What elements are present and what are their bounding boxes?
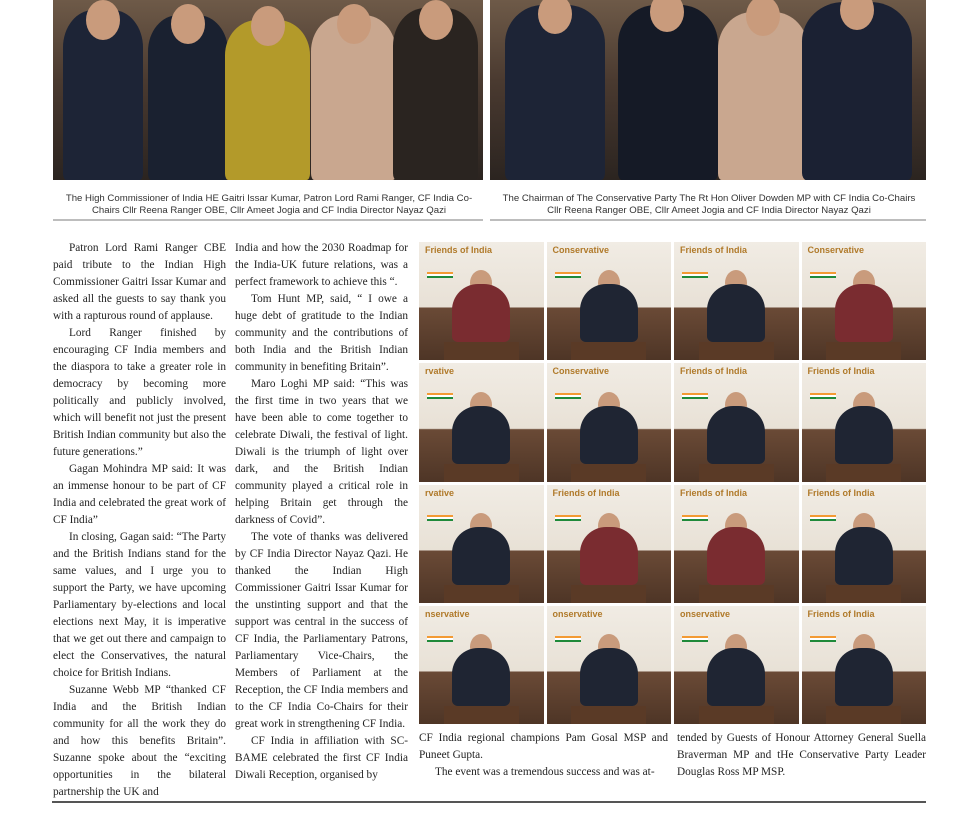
speaker-photo: Friends of India xyxy=(802,363,927,481)
paragraph: The vote of thanks was delivered by CF India Director Nayaz Qazi. He thanked the Indian High Commissioner Gaitri Issar Kumar for the unstinting support and that the support was central in the success of CF India, the Parliamentary Patrons, Parliamentary Vice-Chairs, the Members of Parliament at the Reception, the CF India members and to the CF India Co-Chairs for their great work in strengthening CF India. xyxy=(235,531,408,730)
paragraph: CF India in affiliation with SC-BAME celebrated the first CF India Diwali Reception, organised by xyxy=(235,735,408,781)
paragraph: Patron Lord Rami Ranger CBE paid tribute to the Indian High Commissioner Gaitri Issar Kumar and asked all the guests to say thank you with a rapturous round of applause. xyxy=(53,242,226,322)
paragraph: Suzanne Webb MP “thanked CF India and the British Indian community for all the work they do and how this benefits Britain”. Suzanne spoke about the “exciting opportunities in the bilateral partnership the UK and xyxy=(53,684,226,798)
speaker-photo: Conservative xyxy=(547,242,672,360)
caption-rule-left xyxy=(53,219,483,221)
speaker-photo: rvative xyxy=(419,363,544,481)
group-photo-high-commissioner xyxy=(53,0,483,180)
paragraph: tended by Guests of Honour Attorney General Suella Braverman MP and tHe Conservative Party Leader Douglas Ross MP MSP. xyxy=(677,732,926,778)
article-column-3 xyxy=(419,730,668,781)
paragraph: The event was a tremendous success and was at- xyxy=(435,766,655,778)
group-photo-party-chairman xyxy=(490,0,926,180)
speaker-photo: Conservative xyxy=(802,242,927,360)
photo-caption-right: The Chairman of The Conservative Party The Rt Hon Oliver Dowden MP with CF India Co-Chairs Cllr Reena Ranger OBE, Cllr Ameet Jogia and CF India Director Nayaz Qazi xyxy=(502,193,916,216)
speaker-photo: Friends of India xyxy=(419,242,544,360)
speaker-photo: nservative xyxy=(419,606,544,724)
paragraph: India and how the 2030 Roadmap for the India-UK future relations, was a perfect framework to achieve this “. xyxy=(235,242,408,288)
page-bottom-rule xyxy=(52,801,926,803)
speakers-photo-collage xyxy=(419,242,926,724)
article-column-2 xyxy=(235,240,408,784)
speaker-photo: Friends of India xyxy=(674,485,799,603)
paragraph: In closing, Gagan said: “The Party and the British Indians stand for the same values, and I urge you to support the Party, we have upcoming Parliamentary by-elections and local elections next May, it is imperative that we get out there and campaign to elect the Conservatives, the natural choice for British Indians. xyxy=(53,531,226,679)
speaker-photo: Friends of India xyxy=(674,363,799,481)
paragraph: Tom Hunt MP, said, “ I owe a huge debt of gratitude to the Indian community and the contributions of both India and the British Indian community in benefiting Britain”. xyxy=(235,293,408,373)
photo-caption-left: The High Commissioner of India HE Gaitri Issar Kumar, Patron Lord Rami Ranger, CF India Co-Chairs Cllr Reena Ranger OBE, Cllr Ameet Jogia and CF India Director Nayaz Qazi xyxy=(65,193,473,216)
paragraph: CF India regional champions Pam Gosal MSP and Puneet Gupta. xyxy=(419,732,668,761)
speaker-photo: onservative xyxy=(547,606,672,724)
article-column-1 xyxy=(53,240,226,801)
paragraph: Gagan Mohindra MP said: It was an immense honour to be part of CF India and celebrated the great work of CF India” xyxy=(53,463,226,526)
speaker-photo: Friends of India xyxy=(802,485,927,603)
speaker-photo: Friends of India xyxy=(674,242,799,360)
article-column-4 xyxy=(677,730,926,781)
speaker-photo: Friends of India xyxy=(547,485,672,603)
speaker-photo: onservative xyxy=(674,606,799,724)
paragraph: Lord Ranger finished by encouraging CF India members and the diaspora to take a greater role in democracy by becoming more politically and publicly involved, which will benefit not just the present British Indian community but also the future generations.” xyxy=(53,327,226,458)
speaker-photo: Conservative xyxy=(547,363,672,481)
speaker-photo: Friends of India xyxy=(802,606,927,724)
speaker-photo: rvative xyxy=(419,485,544,603)
paragraph: Maro Loghi MP said: “This was the first time in two years that we have been able to come together to celebrate Diwali, the festival of light. Diwali is the triumph of light over dark, and the British Indian community played a critical role in helping Britain get through the darkness of Covid”. xyxy=(235,378,408,526)
caption-rule-right xyxy=(490,219,926,221)
